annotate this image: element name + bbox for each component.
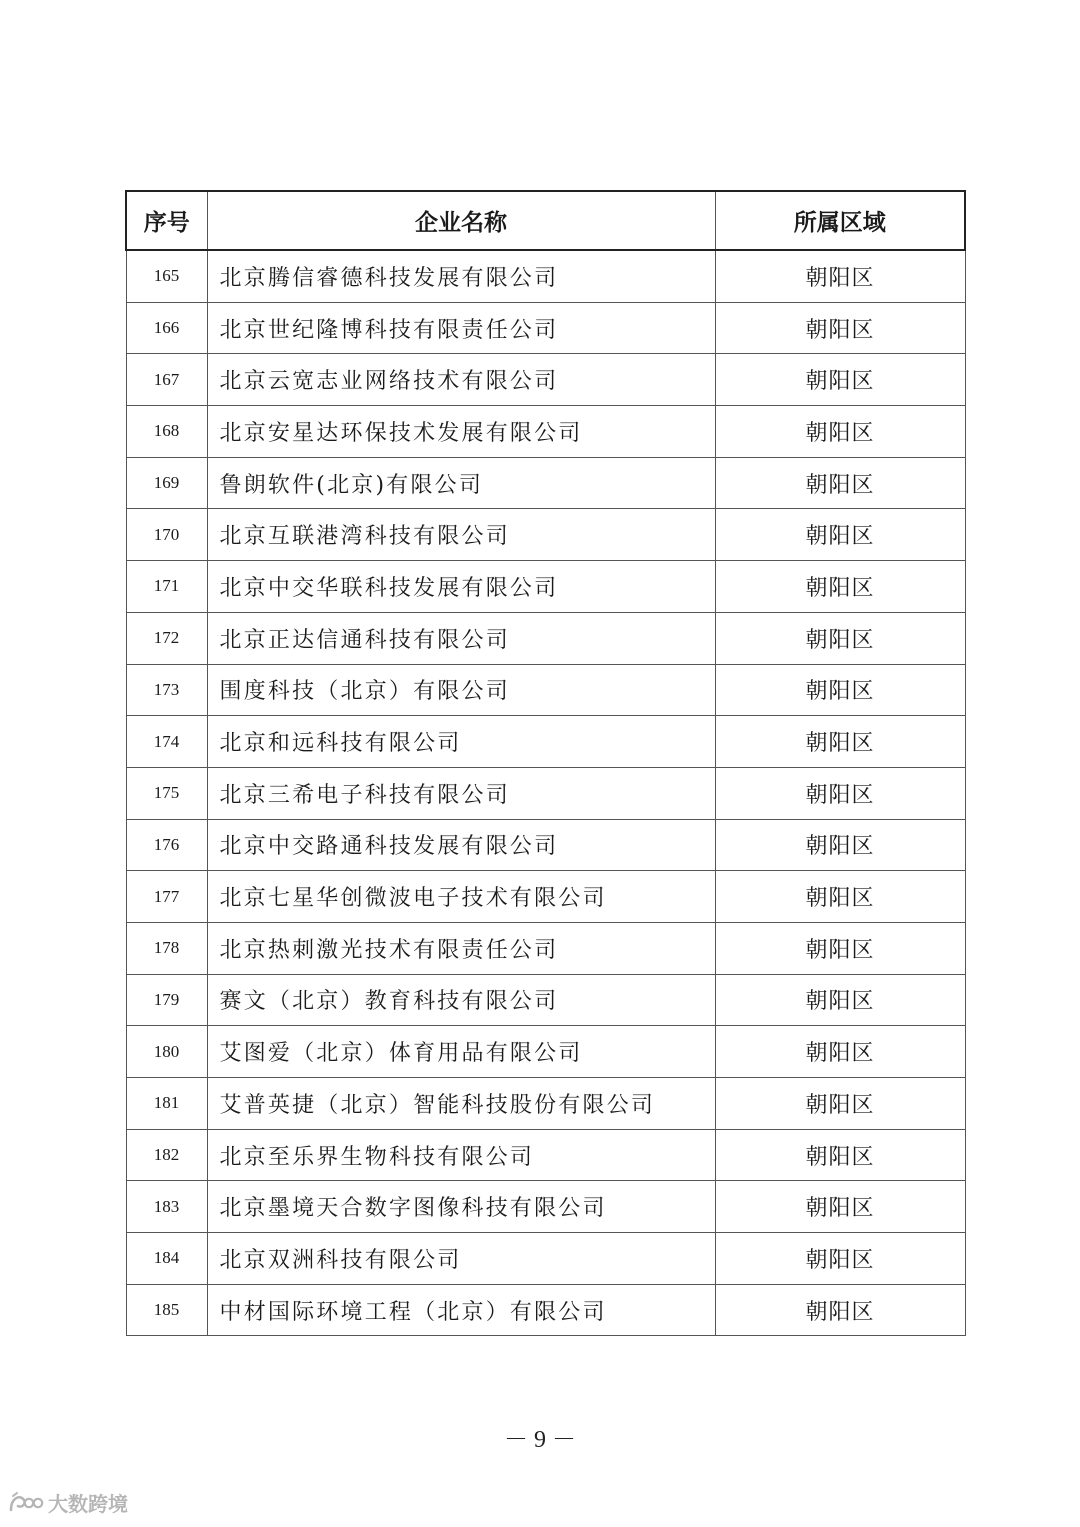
cell-region: 朝阳区 xyxy=(715,561,965,613)
cell-region: 朝阳区 xyxy=(715,457,965,509)
cell-region: 朝阳区 xyxy=(715,406,965,458)
cell-company-name: 北京和远科技有限公司 xyxy=(207,716,715,768)
table-row xyxy=(126,974,965,1026)
cell-company-name: 北京墨境天合数字图像科技有限公司 xyxy=(207,1181,715,1233)
cell-seq: 168 xyxy=(126,406,207,458)
table-header xyxy=(126,191,965,250)
cell-seq: 175 xyxy=(126,767,207,819)
cell-company-name: 北京至乐界生物科技有限公司 xyxy=(207,1129,715,1181)
cell-seq: 184 xyxy=(126,1233,207,1285)
cell-company-name: 北京安星达环保技术发展有限公司 xyxy=(207,406,715,458)
cell-seq: 172 xyxy=(126,612,207,664)
cell-company-name: 艾图爱（北京）体育用品有限公司 xyxy=(207,1026,715,1078)
cell-seq: 167 xyxy=(126,354,207,406)
table-row xyxy=(126,664,965,716)
cell-seq: 169 xyxy=(126,457,207,509)
cell-seq: 181 xyxy=(126,1078,207,1130)
cell-company-name: 北京云宽志业网络技术有限公司 xyxy=(207,354,715,406)
table-row xyxy=(126,612,965,664)
cell-company-name: 赛文（北京）教育科技有限公司 xyxy=(207,974,715,1026)
cell-region: 朝阳区 xyxy=(715,922,965,974)
cell-seq: 182 xyxy=(126,1129,207,1181)
cell-region: 朝阳区 xyxy=(715,1078,965,1130)
cell-region: 朝阳区 xyxy=(715,1284,965,1336)
cell-company-name: 北京中交路通科技发展有限公司 xyxy=(207,819,715,871)
watermark xyxy=(8,1488,128,1517)
cell-region: 朝阳区 xyxy=(715,819,965,871)
cell-region: 朝阳区 xyxy=(715,354,965,406)
page-number: － 9 － xyxy=(504,1427,576,1453)
cell-seq: 176 xyxy=(126,819,207,871)
cell-seq: 173 xyxy=(126,664,207,716)
cell-seq: 177 xyxy=(126,871,207,923)
cell-company-name: 北京七星华创微波电子技术有限公司 xyxy=(207,871,715,923)
cell-region: 朝阳区 xyxy=(715,302,965,354)
header-name: 企业名称 xyxy=(207,191,715,250)
cell-region: 朝阳区 xyxy=(715,871,965,923)
cell-region: 朝阳区 xyxy=(715,974,965,1026)
cell-seq: 179 xyxy=(126,974,207,1026)
table-row xyxy=(126,1026,965,1078)
table-row xyxy=(126,457,965,509)
cell-region: 朝阳区 xyxy=(715,1129,965,1181)
table-row xyxy=(126,819,965,871)
table-row xyxy=(126,354,965,406)
table-row xyxy=(126,1284,965,1336)
table-row xyxy=(126,250,965,302)
cell-region: 朝阳区 xyxy=(715,1181,965,1233)
cell-region: 朝阳区 xyxy=(715,1233,965,1285)
cell-company-name: 北京中交华联科技发展有限公司 xyxy=(207,561,715,613)
table-row xyxy=(126,509,965,561)
cell-region: 朝阳区 xyxy=(715,716,965,768)
table-row xyxy=(126,871,965,923)
cell-company-name: 北京正达信通科技有限公司 xyxy=(207,612,715,664)
table-row xyxy=(126,767,965,819)
cell-region: 朝阳区 xyxy=(715,664,965,716)
cell-region: 朝阳区 xyxy=(715,509,965,561)
table-row xyxy=(126,406,965,458)
cell-company-name: 中材国际环境工程（北京）有限公司 xyxy=(207,1284,715,1336)
table-row xyxy=(126,1078,965,1130)
header-seq: 序号 xyxy=(126,191,207,250)
header-region: 所属区域 xyxy=(715,191,965,250)
cell-seq: 171 xyxy=(126,561,207,613)
table-row xyxy=(126,302,965,354)
cell-region: 朝阳区 xyxy=(715,250,965,302)
cell-company-name: 北京三希电子科技有限公司 xyxy=(207,767,715,819)
cell-seq: 178 xyxy=(126,922,207,974)
watermark-text: 大数跨境 xyxy=(48,1492,128,1516)
cell-seq: 170 xyxy=(126,509,207,561)
enterprise-table xyxy=(125,190,966,1336)
cell-seq: 165 xyxy=(126,250,207,302)
cell-region: 朝阳区 xyxy=(715,1026,965,1078)
cell-company-name: 北京互联港湾科技有限公司 xyxy=(207,509,715,561)
cell-region: 朝阳区 xyxy=(715,767,965,819)
cell-seq: 174 xyxy=(126,716,207,768)
cell-company-name: 围度科技（北京）有限公司 xyxy=(207,664,715,716)
cell-seq: 180 xyxy=(126,1026,207,1078)
table-row xyxy=(126,716,965,768)
table-row xyxy=(126,561,965,613)
cell-seq: 183 xyxy=(126,1181,207,1233)
cell-seq: 185 xyxy=(126,1284,207,1336)
cell-region: 朝阳区 xyxy=(715,612,965,664)
table-body xyxy=(126,250,965,1336)
table-row xyxy=(126,922,965,974)
cell-company-name: 艾普英捷（北京）智能科技股份有限公司 xyxy=(207,1078,715,1130)
table-row xyxy=(126,1233,965,1285)
cell-company-name: 北京双洲科技有限公司 xyxy=(207,1233,715,1285)
cell-company-name: 北京腾信睿德科技发展有限公司 xyxy=(207,250,715,302)
cell-company-name: 北京世纪隆博科技有限责任公司 xyxy=(207,302,715,354)
table-row xyxy=(126,1181,965,1233)
cell-company-name: 鲁朗软件(北京)有限公司 xyxy=(207,457,715,509)
dashuju-logo-icon xyxy=(8,1490,44,1516)
cell-seq: 166 xyxy=(126,302,207,354)
header-row xyxy=(126,191,965,250)
cell-company-name: 北京热刺激光技术有限责任公司 xyxy=(207,922,715,974)
table-row xyxy=(126,1129,965,1181)
